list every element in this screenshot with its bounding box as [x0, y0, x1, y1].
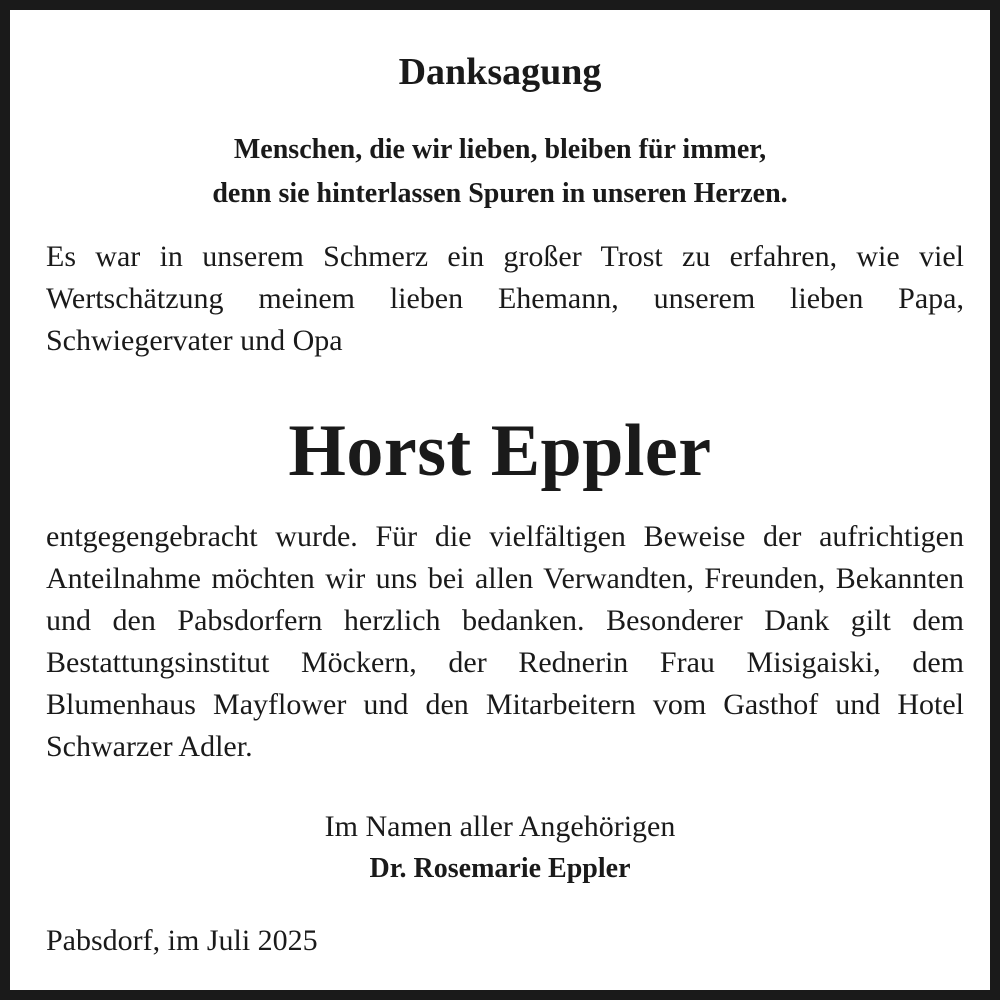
thanks-paragraph: entgegengebracht wurde. Für die vielfältigen Beweise der aufrichtigen Anteilnahme möchten wir uns bei allen Verwandten, Freunden, Bekannten und den Pabsdorfern herzlich bedanken. Besonderer Dank gilt dem Bestattungsinstitut Möckern, der Rednerin Frau Misigaiski, dem Blumenhaus Mayflower und den Mitarbeitern vom Gasthof und Hotel Schwarzer Adler.	[46, 520, 964, 763]
notice-heading: Danksagung	[398, 51, 602, 93]
motto-line-1: Menschen, die wir lieben, bleiben für immer,	[233, 134, 767, 165]
signer-name: Dr. Rosemarie Eppler	[369, 853, 631, 884]
motto-line-2: denn sie hinterlassen Spuren in unseren Herzen.	[212, 178, 788, 209]
deceased-name: Horst Eppler	[288, 410, 712, 492]
intro-paragraph: Es war in unserem Schmerz ein großer Trost zu erfahren, wie viel Wertschätzung meinem lieben Ehemann, unserem lieben Papa, Schwiegervater und Opa	[46, 240, 964, 357]
place-date: Pabsdorf, im Juli 2025	[46, 924, 318, 957]
closing-block	[10, 806, 990, 890]
motto-quote	[10, 128, 990, 216]
closing-phrase: Im Namen aller Angehörigen	[324, 810, 676, 843]
